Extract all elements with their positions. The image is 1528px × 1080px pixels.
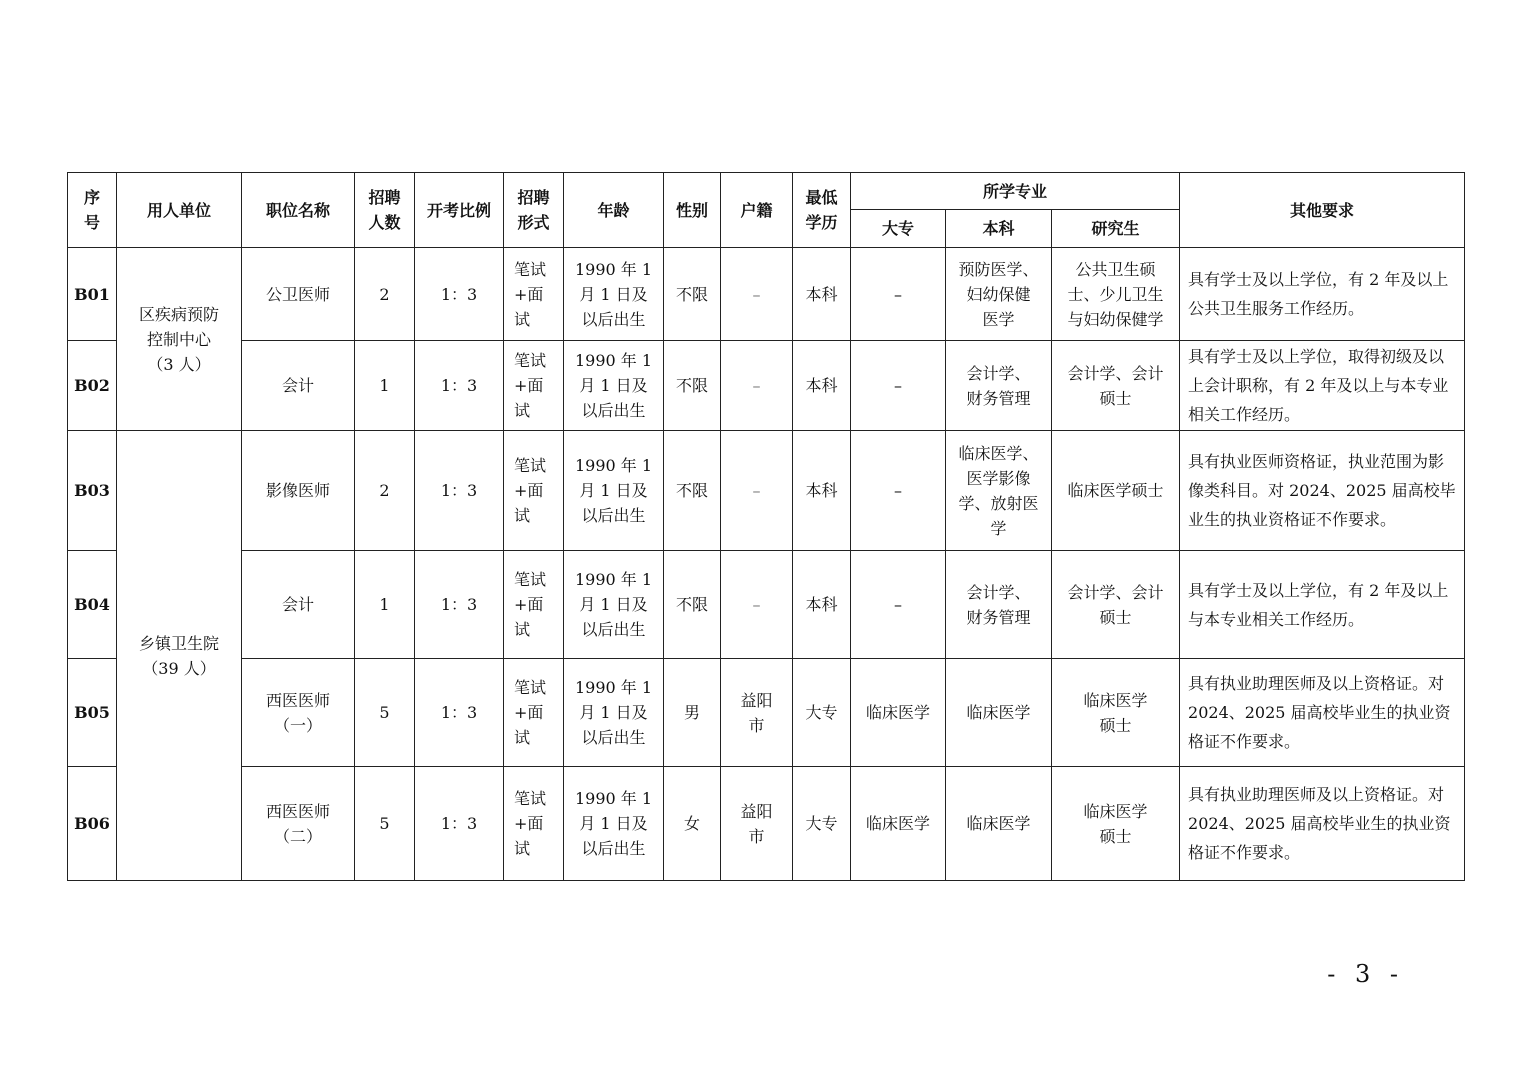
header-age: 年龄: [564, 173, 664, 248]
header-other: 其他要求: [1180, 173, 1465, 248]
row-hukou: 益阳 市: [721, 659, 793, 767]
table-row: [68, 431, 1465, 551]
row-major-bachelor: 会计学、 财务管理: [946, 341, 1052, 431]
row-hukou: 益阳 市: [721, 767, 793, 881]
row-count: 1: [355, 551, 415, 659]
row-ratio: 1：3: [415, 341, 504, 431]
header-major: 所学专业: [851, 173, 1180, 210]
header-unit: 用人单位: [117, 173, 242, 248]
row-gender: 不限: [664, 431, 721, 551]
row-major-college: –: [851, 431, 946, 551]
row-code: B01: [68, 248, 117, 341]
header-count: 招聘 人数: [355, 173, 415, 248]
header-edu: 最低 学历: [793, 173, 851, 248]
row-position: 影像医师: [242, 431, 355, 551]
row-major-bachelor: 临床医学: [946, 767, 1052, 881]
row-hukou: –: [721, 248, 793, 341]
table-row: [68, 659, 1465, 767]
row-major-bachelor: 预防医学、 妇幼保健 医学: [946, 248, 1052, 341]
row-gender: 女: [664, 767, 721, 881]
table-row: [68, 248, 1465, 341]
row-other: 具有学士及以上学位，有 2 年及以上公共卫生服务工作经历。: [1180, 248, 1465, 341]
row-ratio: 1：3: [415, 551, 504, 659]
row-edu: 本科: [793, 551, 851, 659]
row-unit: 区疾病预防 控制中心 （3 人）: [117, 248, 242, 431]
row-hukou: –: [721, 551, 793, 659]
recruitment-table: [67, 172, 1465, 881]
row-major-college: 临床医学: [851, 659, 946, 767]
row-age: 1990 年 1 月 1 日及 以后出生: [564, 341, 664, 431]
row-count: 1: [355, 341, 415, 431]
row-code: B04: [68, 551, 117, 659]
row-gender: 男: [664, 659, 721, 767]
row-count: 5: [355, 767, 415, 881]
row-ratio: 1：3: [415, 767, 504, 881]
row-count: 2: [355, 248, 415, 341]
row-age: 1990 年 1 月 1 日及 以后出生: [564, 248, 664, 341]
table-row: [68, 341, 1465, 431]
row-position: 会计: [242, 341, 355, 431]
row-major-graduate: 临床医学 硕士: [1052, 767, 1180, 881]
row-other: 具有执业医师资格证，执业范围为影像类科目。对 2024、2025 届高校毕业生的执业资格证不作要求。: [1180, 431, 1465, 551]
row-position: 公卫医师: [242, 248, 355, 341]
row-age: 1990 年 1 月 1 日及 以后出生: [564, 551, 664, 659]
row-other: 具有学士及以上学位，取得初级及以上会计职称，有 2 年及以上与本专业相关工作经历。: [1180, 341, 1465, 431]
row-code: B02: [68, 341, 117, 431]
header-form: 招聘 形式: [504, 173, 564, 248]
header-row-1: [68, 173, 1465, 210]
row-age: 1990 年 1 月 1 日及 以后出生: [564, 431, 664, 551]
row-hukou: –: [721, 341, 793, 431]
header-hukou: 户籍: [721, 173, 793, 248]
row-ratio: 1：3: [415, 431, 504, 551]
row-position: 会计: [242, 551, 355, 659]
row-edu: 本科: [793, 248, 851, 341]
row-unit: 乡镇卫生院 （39 人）: [117, 431, 242, 881]
header-major-college: 大专: [851, 210, 946, 248]
header-major-graduate: 研究生: [1052, 210, 1180, 248]
row-age: 1990 年 1 月 1 日及 以后出生: [564, 659, 664, 767]
row-code: B06: [68, 767, 117, 881]
row-form: 笔试 +面 试: [504, 659, 564, 767]
table-row: [68, 551, 1465, 659]
row-major-college: –: [851, 341, 946, 431]
row-position: 西医医师 （二）: [242, 767, 355, 881]
row-ratio: 1：3: [415, 248, 504, 341]
row-code: B03: [68, 431, 117, 551]
header-index: 序 号: [68, 173, 117, 248]
row-form: 笔试 +面 试: [504, 431, 564, 551]
row-major-graduate: 会计学、会计 硕士: [1052, 341, 1180, 431]
row-gender: 不限: [664, 551, 721, 659]
row-code: B05: [68, 659, 117, 767]
row-major-bachelor: 临床医学: [946, 659, 1052, 767]
table-row: [68, 767, 1465, 881]
row-other: 具有学士及以上学位，有 2 年及以上与本专业相关工作经历。: [1180, 551, 1465, 659]
header-position: 职位名称: [242, 173, 355, 248]
header-major-bachelor: 本科: [946, 210, 1052, 248]
row-ratio: 1：3: [415, 659, 504, 767]
row-major-college: 临床医学: [851, 767, 946, 881]
header-ratio: 开考比例: [415, 173, 504, 248]
row-edu: 大专: [793, 767, 851, 881]
row-major-bachelor: 会计学、 财务管理: [946, 551, 1052, 659]
row-count: 5: [355, 659, 415, 767]
row-age: 1990 年 1 月 1 日及 以后出生: [564, 767, 664, 881]
row-major-graduate: 临床医学硕士: [1052, 431, 1180, 551]
row-form: 笔试 +面 试: [504, 341, 564, 431]
row-hukou: –: [721, 431, 793, 551]
row-gender: 不限: [664, 341, 721, 431]
row-edu: 大专: [793, 659, 851, 767]
row-gender: 不限: [664, 248, 721, 341]
row-major-graduate: 会计学、会计 硕士: [1052, 551, 1180, 659]
row-count: 2: [355, 431, 415, 551]
row-other: 具有执业助理医师及以上资格证。对 2024、2025 届高校毕业生的执业资格证不作要求。: [1180, 767, 1465, 881]
row-major-college: –: [851, 551, 946, 659]
row-form: 笔试 +面 试: [504, 551, 564, 659]
row-major-graduate: 临床医学 硕士: [1052, 659, 1180, 767]
row-position: 西医医师 （一）: [242, 659, 355, 767]
row-major-bachelor: 临床医学、 医学影像 学、放射医 学: [946, 431, 1052, 551]
row-edu: 本科: [793, 431, 851, 551]
row-form: 笔试 +面 试: [504, 248, 564, 341]
page-number: - 3 -: [1327, 960, 1404, 988]
row-other: 具有执业助理医师及以上资格证。对 2024、2025 届高校毕业生的执业资格证不作要求。: [1180, 659, 1465, 767]
row-edu: 本科: [793, 341, 851, 431]
row-form: 笔试 +面 试: [504, 767, 564, 881]
row-major-college: –: [851, 248, 946, 341]
row-major-graduate: 公共卫生硕 士、少儿卫生 与妇幼保健学: [1052, 248, 1180, 341]
header-gender: 性别: [664, 173, 721, 248]
